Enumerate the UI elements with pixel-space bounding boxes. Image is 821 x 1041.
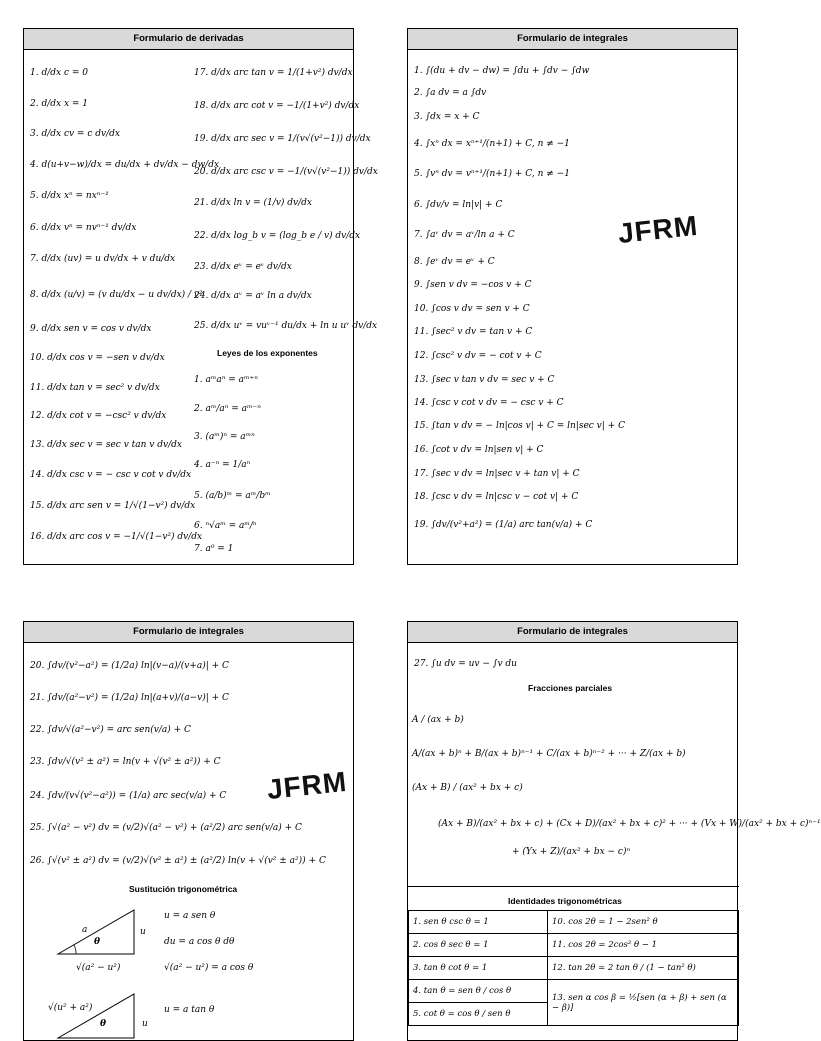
integral-formula: 23. ∫dv/√(v² ± a²) = ln(v + √(v² ± a²)) + C bbox=[30, 757, 221, 767]
integral-formula: 11. ∫sec² v dv = tan v + C bbox=[414, 327, 533, 337]
derivative-formula: 20. d/dx arc csc v = −1/(v√(v²−1)) dv/dx bbox=[194, 167, 378, 177]
integrals-card-2 bbox=[23, 621, 354, 1041]
integral-formula: 10. ∫cos v dv = sen v + C bbox=[414, 304, 530, 314]
trig-substitution-title: Sustitución trigonométrica bbox=[129, 884, 238, 894]
substitution-eq: du = a cos θ dθ bbox=[164, 937, 235, 947]
partial-fractions-title: Fracciones parciales bbox=[528, 683, 613, 693]
integrals-title: Formulario de integrales bbox=[408, 622, 737, 643]
identity-cell: 10. cos 2θ = 1 − 2sen² θ bbox=[548, 911, 739, 934]
derivative-formula: 5. d/dx xⁿ = nxⁿ⁻¹ bbox=[30, 191, 109, 201]
integral-formula: 1. ∫(du + dv − dw) = ∫du + ∫dv − ∫dw bbox=[414, 66, 590, 76]
integrals-title: Formulario de integrales bbox=[408, 29, 737, 50]
integral-formula: 3. ∫dx = x + C bbox=[414, 112, 480, 122]
derivative-formula: 25. d/dx uᵛ = vuᵛ⁻¹ du/dx + ln u uᵛ dv/dx bbox=[194, 321, 378, 331]
identity-cell: 1. sen θ csc θ = 1 bbox=[409, 911, 548, 934]
integral-formula: 21. ∫dv/(a²−v²) = (1/2a) ln|(a+v)/(a−v)| + C bbox=[30, 693, 229, 703]
derivative-formula: 1. d/dx c = 0 bbox=[30, 68, 88, 78]
derivative-formula: 17. d/dx arc tan v = 1/(1+v²) dv/dx bbox=[194, 68, 353, 78]
derivative-formula: 19. d/dx arc sec v = 1/(v√(v²−1)) dv/dx bbox=[194, 134, 371, 144]
integral-formula: 12. ∫csc² v dv = − cot v + C bbox=[414, 351, 542, 361]
derivative-formula: 12. d/dx cot v = −csc² v dv/dx bbox=[30, 411, 167, 421]
integral-formula: 7. ∫aᵛ dv = aᵛ/ln a + C bbox=[414, 230, 515, 240]
derivatives-title: Formulario de derivadas bbox=[24, 29, 353, 50]
partial-fraction: (Ax + B)/(ax² + bx + c) + (Cx + D)/(ax² + bx + c)² + ··· + (Vx + W)/(ax² + bx + c)ⁿ⁻¹ bbox=[438, 819, 821, 829]
partial-fraction: A/(ax + b)ⁿ + B/(ax + b)ⁿ⁻¹ + C/(ax + b)ⁿ⁻² + ··· + Z/(ax + b) bbox=[412, 749, 686, 759]
exponent-law: 3. (aᵐ)ⁿ = aᵐⁿ bbox=[194, 432, 255, 442]
derivative-formula: 13. d/dx sec v = sec v tan v dv/dx bbox=[30, 440, 182, 450]
derivative-formula: 10. d/dx cos v = −sen v dv/dx bbox=[30, 353, 165, 363]
triangle-1-opposite: u bbox=[140, 927, 146, 937]
derivative-formula: 15. d/dx arc sen v = 1/√(1−v²) dv/dx bbox=[30, 501, 196, 511]
derivative-formula: 3. d/dx cv = c dv/dx bbox=[30, 129, 120, 139]
derivatives-card bbox=[23, 28, 378, 565]
integrals-card-3 bbox=[407, 621, 821, 1041]
exponent-law: 2. aᵐ/aⁿ = aᵐ⁻ⁿ bbox=[194, 404, 261, 414]
derivative-formula: 4. d(u+v−w)/dx = du/dx + dv/dx − dw/dx bbox=[30, 160, 220, 170]
integral-formula: 6. ∫dv/v = ln|v| + C bbox=[414, 200, 503, 210]
jfrm-watermark: JFRM bbox=[265, 765, 349, 806]
derivative-formula: 9. d/dx sen v = cos v dv/dx bbox=[30, 324, 152, 334]
integral-formula: 26. ∫√(v² ± a²) dv = (v/2)√(v² ± a²) ± (a²/2) ln(v + √(v² ± a²)) + C bbox=[30, 856, 326, 866]
substitution-eq: √(a² − u²) = a cos θ bbox=[164, 963, 254, 973]
integral-formula: 20. ∫dv/(v²−a²) = (1/2a) ln|(v−a)/(v+a)| + C bbox=[30, 661, 229, 671]
derivative-formula: 24. d/dx aᵛ = aᵛ ln a dv/dx bbox=[194, 291, 312, 301]
identity-cell: 11. cos 2θ = 2cos² θ − 1 bbox=[548, 934, 739, 957]
table-row bbox=[409, 911, 739, 934]
integral-formula: 9. ∫sen v dv = −cos v + C bbox=[414, 280, 532, 290]
substitution-eq: u = a tan θ bbox=[164, 1005, 215, 1015]
triangle-1-hypotenuse: a bbox=[82, 925, 88, 935]
derivative-formula: 2. d/dx x = 1 bbox=[30, 99, 89, 109]
triangle-2-angle: θ bbox=[100, 1019, 107, 1029]
identity-cell: 12. tan 2θ = 2 tan θ / (1 − tan² θ) bbox=[548, 957, 739, 980]
derivative-formula: 11. d/dx tan v = sec² v dv/dx bbox=[30, 383, 160, 393]
identity-cell: 3. tan θ cot θ = 1 bbox=[409, 957, 548, 980]
integral-formula: 2. ∫a dv = a ∫dv bbox=[414, 88, 487, 98]
identity-cell: 4. tan θ = sen θ / cos θ bbox=[409, 980, 548, 1003]
triangle-2-opposite: u bbox=[142, 1019, 148, 1029]
identity-cell: 2. cos θ sec θ = 1 bbox=[409, 934, 548, 957]
integral-formula: 18. ∫csc v dv = ln|csc v − cot v| + C bbox=[414, 492, 579, 502]
derivative-formula: 21. d/dx ln v = (1/v) dv/dx bbox=[194, 198, 312, 208]
partial-fraction: + (Yx + Z)/(ax² + bx − c)ⁿ bbox=[512, 847, 631, 857]
exponent-law: 6. ⁿ√aᵐ = aᵐ/ⁿ bbox=[194, 521, 257, 531]
exponent-law: 4. a⁻ⁿ = 1/aⁿ bbox=[194, 460, 251, 470]
table-row bbox=[409, 957, 739, 980]
integral-formula: 17. ∫sec v dv = ln|sec v + tan v| + C bbox=[414, 469, 580, 479]
table-row bbox=[409, 980, 739, 1003]
derivative-formula: 14. d/dx csc v = − csc v cot v dv/dx bbox=[30, 470, 192, 480]
trig-identities-title: Identidades trigonométricas bbox=[508, 896, 622, 906]
trig-identities-table bbox=[408, 910, 739, 1026]
exponent-law: 1. aᵐaⁿ = aᵐ⁺ⁿ bbox=[194, 375, 258, 385]
derivative-formula: 22. d/dx log_b v = (log_b e / v) dv/dx bbox=[194, 231, 361, 241]
divider bbox=[408, 886, 739, 887]
triangle-1-angle: θ bbox=[94, 937, 101, 947]
integrals-title: Formulario de integrales bbox=[24, 622, 353, 643]
integral-formula: 22. ∫dv/√(a²−v²) = arc sen(v/a) + C bbox=[30, 725, 191, 735]
partial-fraction: (Ax + B) / (ax² + bx + c) bbox=[412, 783, 523, 793]
derivative-formula: 18. d/dx arc cot v = −1/(1+v²) dv/dx bbox=[194, 101, 360, 111]
integrals-card-1 bbox=[407, 28, 738, 565]
integral-formula: 5. ∫vⁿ dv = vⁿ⁺¹/(n+1) + C, n ≠ −1 bbox=[414, 169, 570, 179]
integral-formula: 8. ∫eᵛ dv = eᵛ + C bbox=[414, 257, 495, 267]
triangle-diagram-1 bbox=[54, 904, 164, 966]
derivative-formula: 23. d/dx eᵛ = eᵛ dv/dx bbox=[194, 262, 292, 272]
integral-formula: 4. ∫xⁿ dx = xⁿ⁺¹/(n+1) + C, n ≠ −1 bbox=[414, 139, 570, 149]
integral-formula: 14. ∫csc v cot v dv = − csc v + C bbox=[414, 398, 564, 408]
integral-formula: 15. ∫tan v dv = − ln|cos v| + C = ln|sec v| + C bbox=[414, 421, 625, 431]
integral-formula: 24. ∫dv/(v√(v²−a²)) = (1/a) arc sec(v/a) + C bbox=[30, 791, 227, 801]
derivative-formula: 16. d/dx arc cos v = −1/√(1−v²) dv/dx bbox=[30, 532, 203, 542]
exponent-law: 7. a⁰ = 1 bbox=[194, 544, 234, 554]
substitution-eq: u = a sen θ bbox=[164, 911, 216, 921]
integral-formula: 16. ∫cot v dv = ln|sen v| + C bbox=[414, 445, 544, 455]
derivative-formula: 8. d/dx (u/v) = (v du/dx − u dv/dx) / v² bbox=[30, 290, 203, 300]
integral-formula: 25. ∫√(a² − v²) dv = (v/2)√(a² − v²) + (a²/2) arc sen(v/a) + C bbox=[30, 823, 302, 833]
triangle-2-hypotenuse: √(u² + a²) bbox=[48, 1003, 93, 1013]
integral-formula: 13. ∫sec v tan v dv = sec v + C bbox=[414, 375, 555, 385]
integral-formula: 19. ∫dv/(v²+a²) = (1/a) arc tan(v/a) + C bbox=[414, 520, 593, 530]
exponent-law: 5. (a/b)ᵐ = aᵐ/bᵐ bbox=[194, 491, 271, 501]
jfrm-watermark: JFRM bbox=[616, 209, 700, 250]
derivative-formula: 6. d/dx vⁿ = nvⁿ⁻¹ dv/dx bbox=[30, 223, 137, 233]
table-row bbox=[409, 934, 739, 957]
identity-cell: 13. sen α cos β = ½[sen (α + β) + sen (α − β)] bbox=[548, 980, 739, 1026]
exponent-laws-title: Leyes de los exponentes bbox=[217, 348, 318, 358]
partial-fraction: A / (ax + b) bbox=[412, 715, 464, 725]
triangle-1-adjacent: √(a² − u²) bbox=[76, 963, 121, 973]
identity-cell: 5. cot θ = cos θ / sen θ bbox=[409, 1003, 548, 1026]
integral-formula: 27. ∫u dv = uv − ∫v du bbox=[414, 659, 517, 669]
derivative-formula: 7. d/dx (uv) = u dv/dx + v du/dx bbox=[30, 254, 176, 264]
